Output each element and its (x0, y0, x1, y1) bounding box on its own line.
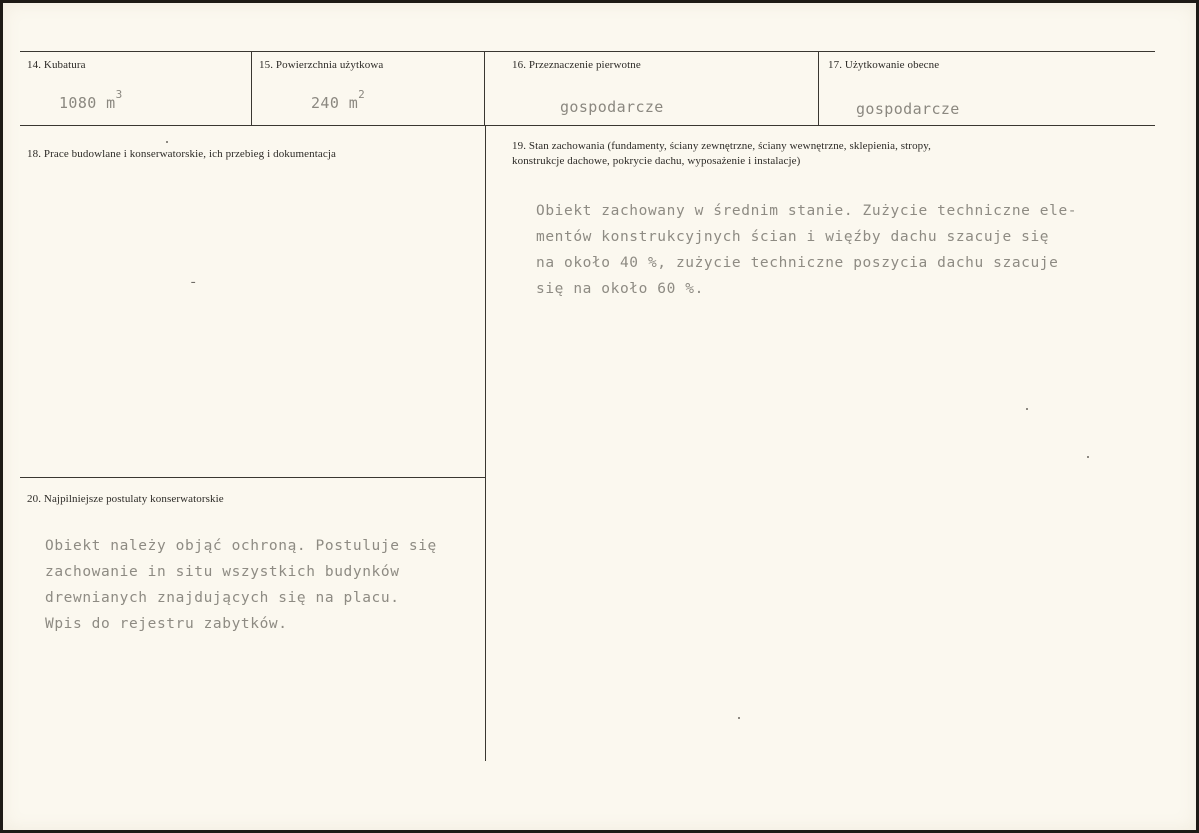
prace-value: - (189, 275, 198, 291)
powierzchnia-value: 240 $m^2$ (311, 88, 366, 112)
divider-main-column (485, 125, 486, 761)
section-18-bottom-rule (20, 477, 486, 478)
top-rule (20, 51, 1155, 52)
stan-text: Obiekt zachowany w średnim stanie. Zużycie techniczne ele- mentów konstrukcyjnych ścian i więźby dachu szacuje się na około 40 %, zużycie techniczne poszycia dachu szacuje się na około 60 %. (536, 203, 1078, 297)
prace-label: 18. Prace budowlane i konserwatorskie, ich przebieg i dokumentacja (27, 148, 336, 160)
stan-label-line2: konstrukcje dachowe, pokrycie dachu, wyposażenie i instalacje) (512, 155, 801, 167)
divider-16-17 (818, 51, 819, 126)
paper-speck (166, 141, 168, 143)
kubatura-value: 1080 $m^3$ (59, 88, 123, 112)
powierzchnia-label: 15. Powierzchnia użytkowa (259, 59, 384, 71)
stan-label-line1: 19. Stan zachowania (fundamenty, ściany zewnętrzne, ściany wewnętrzne, sklepienia, stropy, (512, 140, 932, 152)
paper-speck (1087, 456, 1089, 458)
przeznaczenie-value: gospodarcze (560, 98, 664, 116)
postulaty-text: Obiekt należy objąć ochroną. Postuluje się zachowanie in situ wszystkich budynków drewnianych znajdujących się na placu. Wpis do rejestru zabytków. (45, 538, 437, 632)
divider-15-16 (484, 51, 485, 126)
uzytkowanie-label: 17. Użytkowanie obecne (828, 59, 940, 71)
header-bottom-rule (20, 125, 1155, 126)
kubatura-label: 14. Kubatura (27, 59, 86, 71)
paper-speck (1026, 408, 1028, 410)
postulaty-label: 20. Najpilniejsze postulaty konserwatorskie (27, 493, 224, 505)
record-card (3, 3, 1196, 830)
paper-speck (738, 717, 740, 719)
divider-14-15 (251, 51, 252, 126)
przeznaczenie-label: 16. Przeznaczenie pierwotne (512, 59, 641, 71)
uzytkowanie-value: gospodarcze (856, 100, 960, 118)
